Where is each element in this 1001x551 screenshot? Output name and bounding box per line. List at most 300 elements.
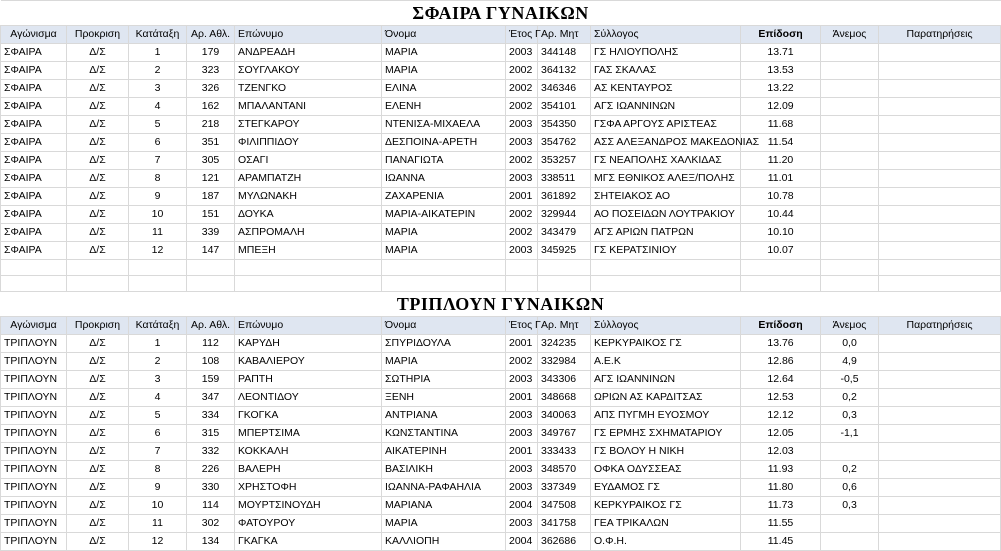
table-cell[interactable]: Δ/Σ	[67, 479, 129, 497]
table-cell[interactable]: ΜΑΡΙΑ	[382, 515, 506, 533]
table-cell[interactable]: ΦΙΛΙΠΠΙΔΟΥ	[235, 134, 382, 152]
table-cell[interactable]: ΤΡΙΠΛΟΥΝ	[1, 533, 67, 551]
table-cell[interactable]: 1	[129, 335, 187, 353]
cell[interactable]	[129, 260, 187, 276]
table-cell[interactable]: ΚΑΛΛΙΟΠΗ	[382, 533, 506, 551]
table-cell[interactable]: ΣΤΕΓΚΑΡΟΥ	[235, 116, 382, 134]
table-cell[interactable]: 339	[187, 224, 235, 242]
table-cell[interactable]: 11	[129, 224, 187, 242]
table-cell[interactable]: 13.71	[741, 44, 821, 62]
table-cell[interactable]: ΣΦΑΙΡΑ	[1, 116, 67, 134]
table-cell[interactable]: ΑΣΠΡΟΜΑΛΗ	[235, 224, 382, 242]
table-cell[interactable]: 11.68	[741, 116, 821, 134]
table-cell[interactable]: ΚΑΒΑΛΙΕΡΟΥ	[235, 353, 382, 371]
table-cell[interactable]	[879, 371, 1001, 389]
table-cell[interactable]: 0,6	[821, 479, 879, 497]
table-cell[interactable]: 114	[187, 497, 235, 515]
table-cell[interactable]	[879, 515, 1001, 533]
table-cell[interactable]: 324235	[538, 335, 591, 353]
table-cell[interactable]: 354101	[538, 98, 591, 116]
table-cell[interactable]: 343479	[538, 224, 591, 242]
table-cell[interactable]	[821, 533, 879, 551]
table-cell[interactable]	[879, 62, 1001, 80]
table-cell[interactable]: ΑΓΣ ΙΩΑΝΝΙΝΩΝ	[591, 371, 741, 389]
table-cell[interactable]: 2004	[506, 533, 538, 551]
table-cell[interactable]: 112	[187, 335, 235, 353]
table-cell[interactable]: 13.76	[741, 335, 821, 353]
table-cell[interactable]: 0,2	[821, 461, 879, 479]
table-cell[interactable]: ΓΣΦΑ ΑΡΓΟΥΣ ΑΡΙΣΤΕΑΣ	[591, 116, 741, 134]
table-cell[interactable]: 2002	[506, 80, 538, 98]
table-cell[interactable]: 12.09	[741, 98, 821, 116]
table-cell[interactable]: Δ/Σ	[67, 389, 129, 407]
table-cell[interactable]: 10.07	[741, 242, 821, 260]
table-cell[interactable]: Δ/Σ	[67, 497, 129, 515]
table-cell[interactable]: ΤΡΙΠΛΟΥΝ	[1, 479, 67, 497]
table-cell[interactable]: ΚΕΡΚΥΡΑΙΚΟΣ ΓΣ	[591, 497, 741, 515]
table-cell[interactable]: ΜΓΣ ΕΘΝΙΚΟΣ ΑΛΕΞ/ΠΟΛΗΣ	[591, 170, 741, 188]
table-cell[interactable]: ΣΦΑΙΡΑ	[1, 188, 67, 206]
table-cell[interactable]: 11.54	[741, 134, 821, 152]
table-cell[interactable]: 12.03	[741, 443, 821, 461]
table-cell[interactable]: 6	[129, 425, 187, 443]
table-cell[interactable]: ΓΣ ΗΛΙΟΥΠΟΛΗΣ	[591, 44, 741, 62]
table-cell[interactable]: ΣΦΑΙΡΑ	[1, 134, 67, 152]
table-cell[interactable]: 10	[129, 497, 187, 515]
table-cell[interactable]: ΤΡΙΠΛΟΥΝ	[1, 425, 67, 443]
table-cell[interactable]: 2003	[506, 371, 538, 389]
table-cell[interactable]: 3	[129, 371, 187, 389]
table-cell[interactable]: ΕΛΕΝΗ	[382, 98, 506, 116]
table-cell[interactable]: Δ/Σ	[67, 152, 129, 170]
cell[interactable]	[129, 276, 187, 292]
table-cell[interactable]	[879, 407, 1001, 425]
table-cell[interactable]: 179	[187, 44, 235, 62]
table-cell[interactable]: ΤΡΙΠΛΟΥΝ	[1, 443, 67, 461]
table-cell[interactable]: 346346	[538, 80, 591, 98]
table-cell[interactable]: ΚΕΡΚΥΡΑΙΚΟΣ ΓΣ	[591, 335, 741, 353]
table-cell[interactable]	[879, 533, 1001, 551]
cell[interactable]	[235, 276, 382, 292]
table-cell[interactable]: 326	[187, 80, 235, 98]
table-cell[interactable]: 2001	[506, 389, 538, 407]
table-cell[interactable]: Δ/Σ	[67, 62, 129, 80]
table-cell[interactable]: 349767	[538, 425, 591, 443]
table-cell[interactable]: 11.20	[741, 152, 821, 170]
table-cell[interactable]: Δ/Σ	[67, 335, 129, 353]
table-cell[interactable]: Δ/Σ	[67, 515, 129, 533]
table-cell[interactable]	[821, 44, 879, 62]
table-cell[interactable]: 340063	[538, 407, 591, 425]
table-cell[interactable]: 12.12	[741, 407, 821, 425]
table-cell[interactable]: 2002	[506, 62, 538, 80]
table-cell[interactable]: 2001	[506, 335, 538, 353]
table-cell[interactable]: 362686	[538, 533, 591, 551]
table-cell[interactable]: ΙΩΑΝΝΑ	[382, 170, 506, 188]
table-cell[interactable]: ΣΦΑΙΡΑ	[1, 170, 67, 188]
table-cell[interactable]: ΤΡΙΠΛΟΥΝ	[1, 497, 67, 515]
table-cell[interactable]: 343306	[538, 371, 591, 389]
table-cell[interactable]: ΕΥΔΑΜΟΣ ΓΣ	[591, 479, 741, 497]
table-cell[interactable]: ΝΤΕΝΙΣΑ-ΜΙΧΑΕΛΑ	[382, 116, 506, 134]
table-cell[interactable]: 2	[129, 353, 187, 371]
table-cell[interactable]: 5	[129, 116, 187, 134]
table-cell[interactable]: ΓΣ ΒΟΛΟΥ Η ΝΙΚΗ	[591, 443, 741, 461]
table-cell[interactable]: Δ/Σ	[67, 371, 129, 389]
table-cell[interactable]: ΔΕΣΠΟΙΝΑ-ΑΡΕΤΗ	[382, 134, 506, 152]
table-cell[interactable]: ΤΡΙΠΛΟΥΝ	[1, 461, 67, 479]
table-cell[interactable]: ΣΦΑΙΡΑ	[1, 242, 67, 260]
table-cell[interactable]: 2003	[506, 44, 538, 62]
table-cell[interactable]: 2003	[506, 170, 538, 188]
table-cell[interactable]: 13.53	[741, 62, 821, 80]
table-cell[interactable]: 2003	[506, 134, 538, 152]
table-cell[interactable]: ΩΡΙΩΝ ΑΣ ΚΑΡΔΙΤΣΑΣ	[591, 389, 741, 407]
table-cell[interactable]	[821, 152, 879, 170]
table-cell[interactable]: ΤΡΙΠΛΟΥΝ	[1, 389, 67, 407]
table-cell[interactable]: 218	[187, 116, 235, 134]
table-cell[interactable]: Δ/Σ	[67, 425, 129, 443]
table-cell[interactable]: 12	[129, 533, 187, 551]
table-cell[interactable]	[879, 425, 1001, 443]
table-cell[interactable]: ΑΝΔΡΕΑΔΗ	[235, 44, 382, 62]
cell[interactable]	[591, 276, 741, 292]
table-cell[interactable]: Α.Ε.Κ	[591, 353, 741, 371]
table-cell[interactable]: Δ/Σ	[67, 134, 129, 152]
table-cell[interactable]: 2	[129, 62, 187, 80]
table-cell[interactable]: 11.01	[741, 170, 821, 188]
table-cell[interactable]: 338511	[538, 170, 591, 188]
table-cell[interactable]	[879, 134, 1001, 152]
table-cell[interactable]: Δ/Σ	[67, 170, 129, 188]
cell[interactable]	[67, 276, 129, 292]
table-cell[interactable]: 333433	[538, 443, 591, 461]
table-cell[interactable]: ΖΑΧΑΡΕΝΙΑ	[382, 188, 506, 206]
table-cell[interactable]: ΡΑΠΤΗ	[235, 371, 382, 389]
table-cell[interactable]: ΣΟΥΓΛΑΚΟΥ	[235, 62, 382, 80]
table-cell[interactable]	[821, 134, 879, 152]
table-cell[interactable]: 2003	[506, 461, 538, 479]
table-cell[interactable]: ΣΠΥΡΙΔΟΥΛΑ	[382, 335, 506, 353]
table-cell[interactable]: 147	[187, 242, 235, 260]
table-cell[interactable]	[821, 242, 879, 260]
table-cell[interactable]	[879, 461, 1001, 479]
table-cell[interactable]: 10.10	[741, 224, 821, 242]
table-cell[interactable]: ΚΑΡΥΔΗ	[235, 335, 382, 353]
cell[interactable]	[821, 260, 879, 276]
table-cell[interactable]: 2002	[506, 224, 538, 242]
table-cell[interactable]: 0,0	[821, 335, 879, 353]
cell[interactable]	[187, 276, 235, 292]
table-cell[interactable]: ΠΑΝΑΓΙΩΤΑ	[382, 152, 506, 170]
table-cell[interactable]: 12.53	[741, 389, 821, 407]
table-cell[interactable]	[879, 188, 1001, 206]
table-cell[interactable]	[879, 242, 1001, 260]
table-cell[interactable]: 11.93	[741, 461, 821, 479]
table-cell[interactable]: 159	[187, 371, 235, 389]
table-cell[interactable]	[879, 389, 1001, 407]
table-cell[interactable]: ΜΠΕΡΤΣΙΜΑ	[235, 425, 382, 443]
table-cell[interactable]: ΞΕΝΗ	[382, 389, 506, 407]
table-cell[interactable]: ΓΑΣ ΣΚΑΛΑΣ	[591, 62, 741, 80]
table-cell[interactable]: 2001	[506, 188, 538, 206]
table-cell[interactable]: ΑΣΣ ΑΛΕΞΑΝΔΡΟΣ ΜΑΚΕΔΟΝΙΑΣ	[591, 134, 741, 152]
table-cell[interactable]: ΑΠΣ ΠΥΓΜΗ ΕΥΟΣΜΟΥ	[591, 407, 741, 425]
table-cell[interactable]: ΣΦΑΙΡΑ	[1, 152, 67, 170]
cell[interactable]	[879, 276, 1001, 292]
cell[interactable]	[741, 276, 821, 292]
table-cell[interactable]: ΧΡΗΣΤΟΦΗ	[235, 479, 382, 497]
table-cell[interactable]: Δ/Σ	[67, 224, 129, 242]
table-cell[interactable]: 2003	[506, 425, 538, 443]
table-cell[interactable]: 2002	[506, 98, 538, 116]
table-cell[interactable]: 302	[187, 515, 235, 533]
table-cell[interactable]: ΜΑΡΙΑ	[382, 62, 506, 80]
table-cell[interactable]: 361892	[538, 188, 591, 206]
table-cell[interactable]: ΚΟΚΚΑΛΗ	[235, 443, 382, 461]
table-cell[interactable]: ΓΚΟΓΚΑ	[235, 407, 382, 425]
table-cell[interactable]	[821, 515, 879, 533]
table-cell[interactable]	[821, 80, 879, 98]
cell[interactable]	[821, 276, 879, 292]
table-cell[interactable]: 351	[187, 134, 235, 152]
table-cell[interactable]	[879, 80, 1001, 98]
table-cell[interactable]: ΣΦΑΙΡΑ	[1, 98, 67, 116]
table-cell[interactable]: Δ/Σ	[67, 533, 129, 551]
table-cell[interactable]: ΒΑΛΕΡΗ	[235, 461, 382, 479]
table-cell[interactable]: 7	[129, 152, 187, 170]
table-cell[interactable]: 329944	[538, 206, 591, 224]
table-cell[interactable]: ΜΟΥΡΤΣΙΝΟΥΔΗ	[235, 497, 382, 515]
table-cell[interactable]: 347	[187, 389, 235, 407]
table-cell[interactable]: 108	[187, 353, 235, 371]
table-cell[interactable]: ΑΣ ΚΕΝΤΑΥΡΟΣ	[591, 80, 741, 98]
table-cell[interactable]: 226	[187, 461, 235, 479]
cell[interactable]	[187, 260, 235, 276]
table-cell[interactable]	[879, 497, 1001, 515]
table-cell[interactable]	[879, 98, 1001, 116]
table-cell[interactable]: Δ/Σ	[67, 407, 129, 425]
table-cell[interactable]: ΓΣ ΕΡΜΗΣ ΣΧΗΜΑΤΑΡΙΟΥ	[591, 425, 741, 443]
table-cell[interactable]: 9	[129, 188, 187, 206]
table-cell[interactable]: 348668	[538, 389, 591, 407]
table-cell[interactable]: 323	[187, 62, 235, 80]
table-cell[interactable]: ΑΝΤΡΙΑΝΑ	[382, 407, 506, 425]
cell[interactable]	[506, 260, 538, 276]
table-cell[interactable]: Δ/Σ	[67, 353, 129, 371]
table-cell[interactable]: ΟΦΚΑ ΟΔΥΣΣΕΑΣ	[591, 461, 741, 479]
table-cell[interactable]: ΣΩΤΗΡΙΑ	[382, 371, 506, 389]
table-cell[interactable]: Δ/Σ	[67, 206, 129, 224]
cell[interactable]	[538, 276, 591, 292]
table-cell[interactable]	[821, 224, 879, 242]
table-cell[interactable]: ΤΡΙΠΛΟΥΝ	[1, 353, 67, 371]
table-cell[interactable]: ΤΡΙΠΛΟΥΝ	[1, 407, 67, 425]
table-cell[interactable]: 8	[129, 461, 187, 479]
table-cell[interactable]: 7	[129, 443, 187, 461]
table-cell[interactable]: ΓΕΑ ΤΡΙΚΑΛΩΝ	[591, 515, 741, 533]
table-cell[interactable]	[879, 443, 1001, 461]
table-cell[interactable]	[879, 152, 1001, 170]
table-cell[interactable]: ΔΟΥΚΑ	[235, 206, 382, 224]
table-cell[interactable]: 11.45	[741, 533, 821, 551]
table-cell[interactable]: ΣΦΑΙΡΑ	[1, 224, 67, 242]
table-cell[interactable]: ΜΑΡΙΑ	[382, 224, 506, 242]
cell[interactable]	[741, 260, 821, 276]
table-cell[interactable]: 330	[187, 479, 235, 497]
table-cell[interactable]	[821, 98, 879, 116]
table-cell[interactable]: 4,9	[821, 353, 879, 371]
table-cell[interactable]: 332	[187, 443, 235, 461]
table-cell[interactable]: ΤΡΙΠΛΟΥΝ	[1, 335, 67, 353]
table-cell[interactable]: 2003	[506, 242, 538, 260]
table-cell[interactable]: ΚΩΝΣΤΑΝΤΙΝΑ	[382, 425, 506, 443]
table-cell[interactable]: 1	[129, 44, 187, 62]
table-cell[interactable]: 315	[187, 425, 235, 443]
table-cell[interactable]	[821, 188, 879, 206]
table-cell[interactable]: Δ/Σ	[67, 188, 129, 206]
table-cell[interactable]: 11.73	[741, 497, 821, 515]
table-cell[interactable]: 10	[129, 206, 187, 224]
table-cell[interactable]: ΟΣΑΓΙ	[235, 152, 382, 170]
table-cell[interactable]: ΑΟ ΠΟΣΕΙΔΩΝ ΛΟΥΤΡΑΚΙΟΥ	[591, 206, 741, 224]
table-cell[interactable]: 2003	[506, 479, 538, 497]
table-cell[interactable]: 3	[129, 80, 187, 98]
table-cell[interactable]: ΒΑΣΙΛΙΚΗ	[382, 461, 506, 479]
cell[interactable]	[235, 260, 382, 276]
table-cell[interactable]: 151	[187, 206, 235, 224]
table-cell[interactable]: 12.64	[741, 371, 821, 389]
table-cell[interactable]: 12.05	[741, 425, 821, 443]
table-cell[interactable]: ΑΓΣ ΙΩΑΝΝΙΝΩΝ	[591, 98, 741, 116]
table-cell[interactable]: ΣΦΑΙΡΑ	[1, 80, 67, 98]
table-cell[interactable]: ΓΣ ΝΕΑΠΟΛΗΣ ΧΑΛΚΙΔΑΣ	[591, 152, 741, 170]
table-cell[interactable]: 354350	[538, 116, 591, 134]
table-cell[interactable]: 332984	[538, 353, 591, 371]
table-cell[interactable]: 364132	[538, 62, 591, 80]
table-cell[interactable]: ΑΡΑΜΠΑΤΖΗ	[235, 170, 382, 188]
table-cell[interactable]	[879, 353, 1001, 371]
table-cell[interactable]: -0,5	[821, 371, 879, 389]
table-cell[interactable]: ΑΓΣ ΑΡΙΩΝ ΠΑΤΡΩΝ	[591, 224, 741, 242]
table-cell[interactable]: 2003	[506, 116, 538, 134]
table-cell[interactable]: 0,3	[821, 407, 879, 425]
table-cell[interactable]: 8	[129, 170, 187, 188]
table-cell[interactable]: ΜΑΡΙΑ	[382, 242, 506, 260]
table-cell[interactable]: 347508	[538, 497, 591, 515]
table-cell[interactable]: ΙΩΑΝΝΑ-ΡΑΦΑΗΛΙΑ	[382, 479, 506, 497]
table-cell[interactable]: 0,2	[821, 389, 879, 407]
table-cell[interactable]: 5	[129, 407, 187, 425]
cell[interactable]	[382, 276, 506, 292]
table-cell[interactable]	[821, 116, 879, 134]
cell[interactable]	[879, 260, 1001, 276]
table-cell[interactable]: 4	[129, 98, 187, 116]
table-cell[interactable]: Δ/Σ	[67, 80, 129, 98]
table-cell[interactable]: 134	[187, 533, 235, 551]
table-cell[interactable]: Ο.Φ.Η.	[591, 533, 741, 551]
table-cell[interactable]: 2002	[506, 152, 538, 170]
table-cell[interactable]: ΜΑΡΙΑ	[382, 44, 506, 62]
table-cell[interactable]: 12	[129, 242, 187, 260]
table-cell[interactable]: -1,1	[821, 425, 879, 443]
table-cell[interactable]: 11	[129, 515, 187, 533]
table-cell[interactable]: Δ/Σ	[67, 461, 129, 479]
table-cell[interactable]	[879, 479, 1001, 497]
table-cell[interactable]: ΣΦΑΙΡΑ	[1, 206, 67, 224]
table-cell[interactable]: 187	[187, 188, 235, 206]
table-cell[interactable]: 353257	[538, 152, 591, 170]
table-cell[interactable]: Δ/Σ	[67, 116, 129, 134]
table-cell[interactable]: 345925	[538, 242, 591, 260]
table-cell[interactable]: Δ/Σ	[67, 44, 129, 62]
table-cell[interactable]	[821, 206, 879, 224]
table-cell[interactable]	[879, 224, 1001, 242]
table-cell[interactable]: 11.55	[741, 515, 821, 533]
table-cell[interactable]: 12.86	[741, 353, 821, 371]
table-cell[interactable]: 2003	[506, 515, 538, 533]
table-cell[interactable]: ΣΦΑΙΡΑ	[1, 44, 67, 62]
table-cell[interactable]: 0,3	[821, 497, 879, 515]
table-cell[interactable]	[879, 44, 1001, 62]
table-cell[interactable]: Δ/Σ	[67, 98, 129, 116]
cell[interactable]	[1, 276, 67, 292]
table-cell[interactable]: ΤΡΙΠΛΟΥΝ	[1, 515, 67, 533]
table-cell[interactable]	[879, 116, 1001, 134]
cell[interactable]	[506, 276, 538, 292]
table-cell[interactable]: 162	[187, 98, 235, 116]
table-cell[interactable]: ΑΙΚΑΤΕΡΙΝΗ	[382, 443, 506, 461]
table-cell[interactable]: ΜΠΑΛΑΝΤΑΝΙ	[235, 98, 382, 116]
table-cell[interactable]: ΣΦΑΙΡΑ	[1, 62, 67, 80]
table-cell[interactable]: ΜΥΛΩΝΑΚΗ	[235, 188, 382, 206]
table-cell[interactable]	[821, 170, 879, 188]
table-cell[interactable]: 2003	[506, 407, 538, 425]
table-cell[interactable]: ΜΑΡΙΑ	[382, 353, 506, 371]
cell[interactable]	[1, 260, 67, 276]
table-cell[interactable]: ΤΖΕΝΓΚΟ	[235, 80, 382, 98]
table-cell[interactable]: 6	[129, 134, 187, 152]
table-cell[interactable]: ΓΚΑΓΚΑ	[235, 533, 382, 551]
cell[interactable]	[538, 260, 591, 276]
cell[interactable]	[382, 260, 506, 276]
table-cell[interactable]: ΜΑΡΙΑ-ΑΙΚΑΤΕΡΙΝ	[382, 206, 506, 224]
table-cell[interactable]: Δ/Σ	[67, 242, 129, 260]
table-cell[interactable]: ΛΕΟΝΤΙΔΟΥ	[235, 389, 382, 407]
table-cell[interactable]: 121	[187, 170, 235, 188]
table-cell[interactable]: ΦΑΤΟΥΡΟΥ	[235, 515, 382, 533]
table-cell[interactable]: 2002	[506, 206, 538, 224]
table-cell[interactable]: ΣΗΤΕΙΑΚΟΣ ΑΟ	[591, 188, 741, 206]
table-cell[interactable]: 10.44	[741, 206, 821, 224]
table-cell[interactable]: 337349	[538, 479, 591, 497]
table-cell[interactable]: 348570	[538, 461, 591, 479]
table-cell[interactable]: ΜΠΕΞΗ	[235, 242, 382, 260]
table-cell[interactable]: 354762	[538, 134, 591, 152]
table-cell[interactable]: 9	[129, 479, 187, 497]
table-cell[interactable]	[821, 62, 879, 80]
table-cell[interactable]	[879, 206, 1001, 224]
table-cell[interactable]: 2002	[506, 353, 538, 371]
table-cell[interactable]: 2001	[506, 443, 538, 461]
table-cell[interactable]: 10.78	[741, 188, 821, 206]
table-cell[interactable]: ΤΡΙΠΛΟΥΝ	[1, 371, 67, 389]
table-cell[interactable]: Δ/Σ	[67, 443, 129, 461]
cell[interactable]	[591, 260, 741, 276]
table-cell[interactable]: 4	[129, 389, 187, 407]
table-cell[interactable]	[879, 170, 1001, 188]
table-cell[interactable]: 344148	[538, 44, 591, 62]
